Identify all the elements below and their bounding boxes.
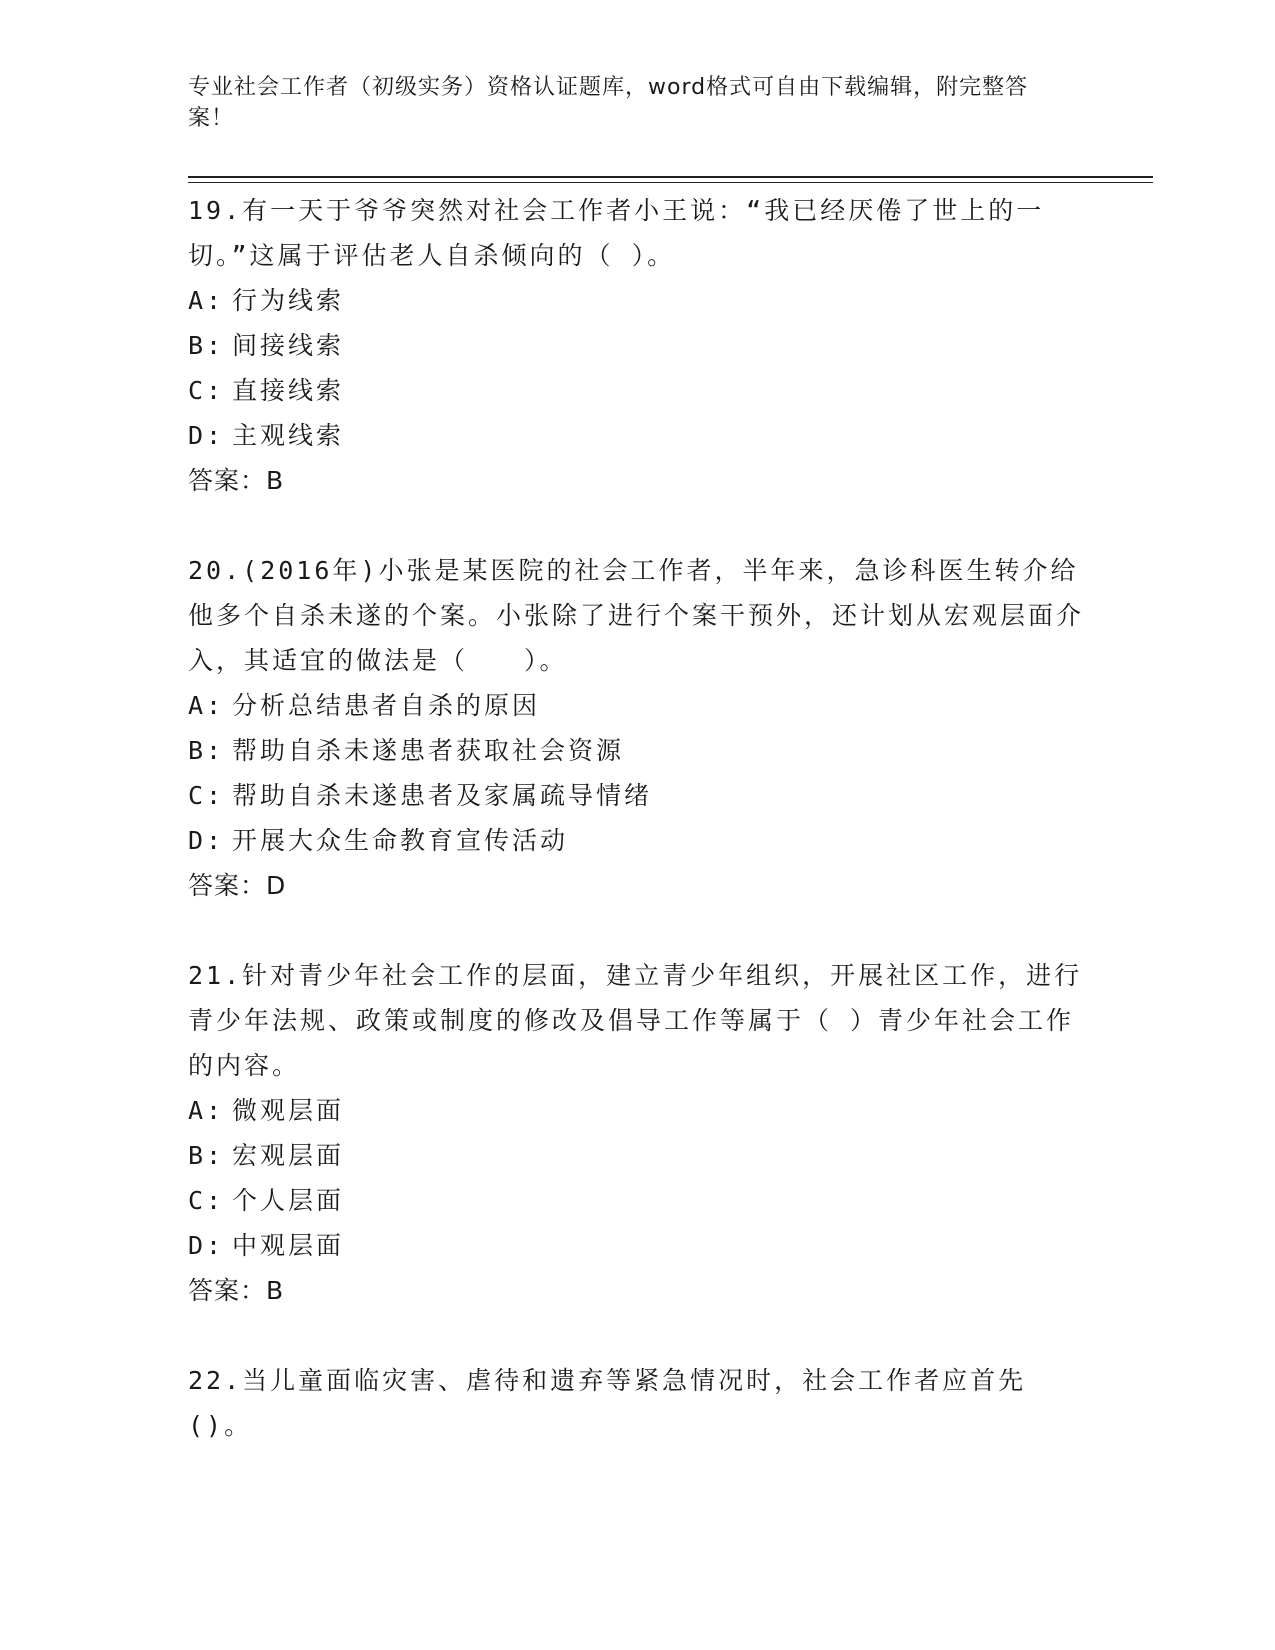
- option-letter: D:: [188, 826, 225, 855]
- option-c: [188, 1178, 1088, 1223]
- option-letter: C:: [188, 1186, 225, 1215]
- option-d: [188, 1223, 1088, 1268]
- option-letter: B:: [188, 1141, 225, 1170]
- answer-line: 答案：D: [188, 871, 287, 900]
- option-text: 帮助自杀未遂患者及家属疏导情绪: [232, 781, 653, 810]
- question-19: [188, 188, 1088, 503]
- option-b: [188, 323, 1088, 368]
- option-text: 行为线索: [232, 286, 345, 315]
- option-letter: D:: [188, 1231, 225, 1260]
- option-letter: D:: [188, 421, 225, 450]
- question-spacer: [188, 908, 1088, 953]
- option-d: [188, 818, 1088, 863]
- question-stem: 21.针对青少年社会工作的层面，建立青少年组织，开展社区工作，进行青少年法规、政策或制度的修改及倡导工作等属于（ ）青少年社会工作的内容。: [188, 961, 1083, 1080]
- option-letter: B:: [188, 331, 225, 360]
- question-stem: 20.(2016年)小张是某医院的社会工作者，半年来，急诊科医生转介给他多个自杀未遂的个案。小张除了进行个案干预外，还计划从宏观层面介入，其适宜的做法是（ ）。: [188, 556, 1085, 675]
- option-text: 中观层面: [232, 1231, 345, 1260]
- answer-line: 答案：B: [188, 466, 285, 495]
- question-20: [188, 548, 1088, 908]
- header-divider-thin: [188, 182, 1153, 183]
- option-a: [188, 683, 1088, 728]
- option-c: [188, 368, 1088, 413]
- question-list: [188, 188, 1088, 1448]
- question-21: [188, 953, 1088, 1313]
- question-spacer: [188, 1313, 1088, 1358]
- option-c: [188, 773, 1088, 818]
- option-b: [188, 1133, 1088, 1178]
- answer-line: 答案：B: [188, 1276, 285, 1305]
- header-divider-thick: [188, 176, 1153, 178]
- option-text: 间接线索: [232, 331, 345, 360]
- option-letter: A:: [188, 691, 225, 720]
- question-stem: 22.当儿童面临灾害、虐待和遗弃等紧急情况时，社会工作者应首先()。: [188, 1366, 1027, 1440]
- option-letter: C:: [188, 376, 225, 405]
- option-a: [188, 278, 1088, 323]
- option-letter: C:: [188, 781, 225, 810]
- option-text: 帮助自杀未遂患者获取社会资源: [232, 736, 625, 765]
- option-text: 直接线索: [232, 376, 345, 405]
- option-letter: B:: [188, 736, 225, 765]
- option-text: 微观层面: [232, 1096, 345, 1125]
- option-b: [188, 728, 1088, 773]
- option-letter: A:: [188, 286, 225, 315]
- question-stem: 19.有一天于爷爷突然对社会工作者小王说：“我已经厌倦了世上的一切。”这属于评估老人自杀倾向的（ ）。: [188, 196, 1045, 270]
- option-a: [188, 1088, 1088, 1133]
- option-text: 主观线索: [232, 421, 345, 450]
- document-header: 专业社会工作者（初级实务）资格认证题库，word格式可自由下载编辑，附完整答案！: [188, 75, 1029, 131]
- question-spacer: [188, 503, 1088, 548]
- option-d: [188, 413, 1088, 458]
- question-22: [188, 1358, 1088, 1448]
- option-text: 宏观层面: [232, 1141, 345, 1170]
- option-text: 个人层面: [232, 1186, 345, 1215]
- option-text: 开展大众生命教育宣传活动: [232, 826, 569, 855]
- option-text: 分析总结患者自杀的原因: [232, 691, 541, 720]
- option-letter: A:: [188, 1096, 225, 1125]
